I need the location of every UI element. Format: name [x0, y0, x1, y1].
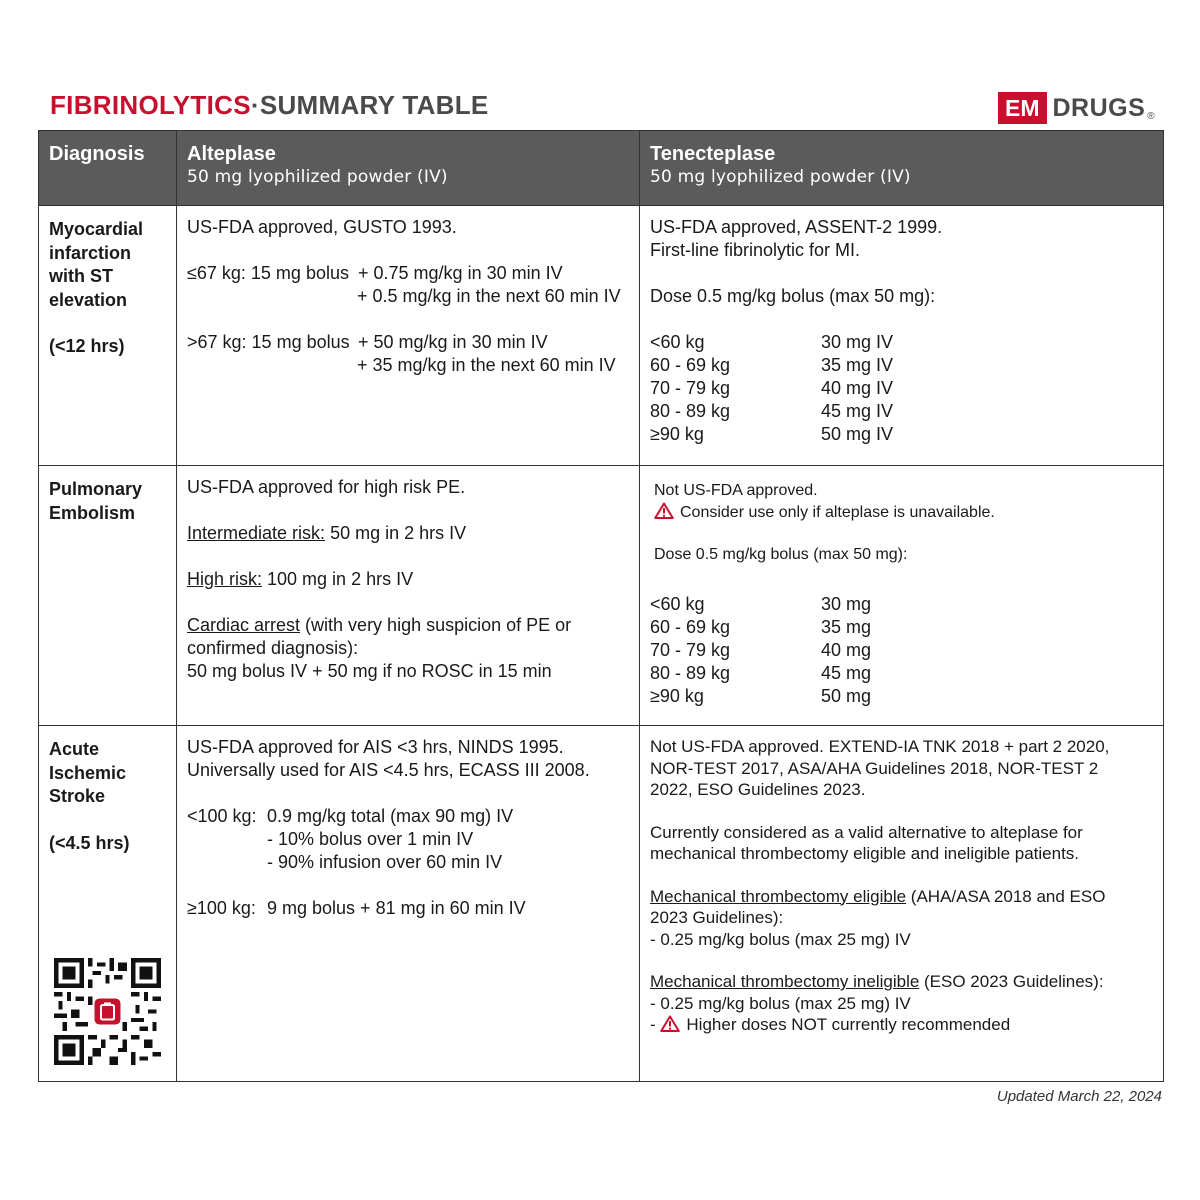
tenecteplase-name: Tenecteplase [650, 143, 776, 165]
table-row-pe [39, 466, 1164, 726]
ais-alteplase: US-FDA approved for AIS <3 hrs, NINDS 1995. Universally used for AIS <4.5 hrs, ECASS III 2008. <100 kg: 0.9 mg/kg total (max 90 mg) IV - 10% bolus over 1 min IV - 90% infusion over 60 min IV ≥100 kg: 9 mg bolus + 81 mg in 60 min IV [177, 726, 640, 1082]
pe-alteplase: US-FDA approved for high risk PE. Intermediate risk: 50 mg in 2 hrs IV High risk: 100 mg in 2 hrs IV Cardiac arrest (with very high suspicion of PE or confirmed diagnosis): 50 mg bolus IV + 50 mg if no ROSC in 15 min [177, 466, 640, 726]
table-row-ais [39, 726, 1164, 1082]
emdrugs-logo [998, 92, 1155, 124]
ais-tenecteplase: Not US-FDA approved. EXTEND-IA TNK 2018 + part 2 2020, NOR-TEST 2017, ASA/AHA Guidelines 2018, NOR-TEST 2 2022, ESO Guidelines 2023. Currently considered as a valid alternative to alteplase for mechanical thrombectomy eligible and ineligible patients. Mechanical thrombectomy eligible (AHA/ASA 2018 and ESO 2023 Guidelines): - 0.25 mg/kg bolus (max 25 mg) IV Mechanical thrombectomy ineligible (ESO 2023 Guidelines): - 0.25 mg/kg bolus (max 25 mg) IV - Higher doses NOT currently recommended [640, 726, 1164, 1082]
title-summary-table: SUMMARY TABLE [259, 90, 489, 120]
title-separator: · [250, 90, 260, 120]
mi-tenecteplase: US-FDA approved, ASSENT-2 1999. First-line fibrinolytic for MI. Dose 0.5 mg/kg bolus (max 50 mg): <60 kg 30 mg IV 60 - 69 kg 35 mg IV 70 - 79 kg 40 mg IV 80 - 89 kg 45 mg IV ≥90 kg 50 mg IV [640, 206, 1164, 466]
header-alteplase [177, 131, 640, 206]
table-row-mi [39, 206, 1164, 466]
warning-triangle-icon [660, 1015, 680, 1032]
pe-dose-table: <60 kg 30 mg 60 - 69 kg 35 mg 70 - 79 kg 40 mg 80 - 89 kg 45 mg ≥90 kg 50 mg [650, 593, 872, 706]
logo-drugs: DRUGS [1052, 93, 1146, 122]
tenecteplase-form: 50 mg lyophilized powder (IV) [650, 167, 911, 187]
updated-date: Updated March 22, 2024 [996, 1088, 1162, 1105]
diagnosis-mi: Myocardial infarction with ST elevation (<12 hrs) [39, 206, 177, 466]
diagnosis-ais-time: (<4.5 hrs) [49, 832, 130, 853]
alteplase-form: 50 mg lyophilized powder (IV) [187, 167, 448, 187]
diagnosis-ais: Acute Ischemic Stroke (<4.5 hrs) [39, 726, 177, 1082]
page-title [50, 90, 489, 121]
pe-tenecteplase: Not US-FDA approved. Consider use only if alteplase is unavailable. Dose 0.5 mg/kg bolus (max 50 mg): <60 kg 30 mg 60 - 69 kg 35 mg 70 - 79 kg 40 mg 80 - 89 kg 45 mg ≥90 kg 50 mg [640, 466, 1164, 726]
diagnosis-mi-time: (<12 hrs) [49, 336, 125, 356]
summary-table [38, 130, 1164, 1082]
mi-dose-table: <60 kg 30 mg IV 60 - 69 kg 35 mg IV 70 - 79 kg 40 mg IV 80 - 89 kg 45 mg IV ≥90 kg 50 mg IV [650, 332, 894, 444]
table-header-row [39, 131, 1164, 206]
logo-em: EM [998, 92, 1047, 124]
alteplase-name: Alteplase [187, 143, 276, 165]
warning-triangle-icon [654, 502, 674, 519]
mi-alteplase: US-FDA approved, GUSTO 1993. ≤67 kg: 15 mg bolus + 0.75 mg/kg in 30 min IV + 0.5 mg/kg in the next 60 min IV >67 kg: 15 mg bolus + 50 mg/kg in 30 min IV + 35 mg/kg in the next 60 min IV [177, 206, 640, 466]
logo-registered-mark: ® [1147, 111, 1155, 122]
header-diagnosis: Diagnosis [39, 131, 177, 206]
qr-code[interactable] [53, 958, 162, 1065]
title-fibrinolytics: FIBRINOLYTICS [50, 90, 251, 120]
diagnosis-pe: Pulmonary Embolism [39, 466, 177, 726]
header-tenecteplase [640, 131, 1164, 206]
